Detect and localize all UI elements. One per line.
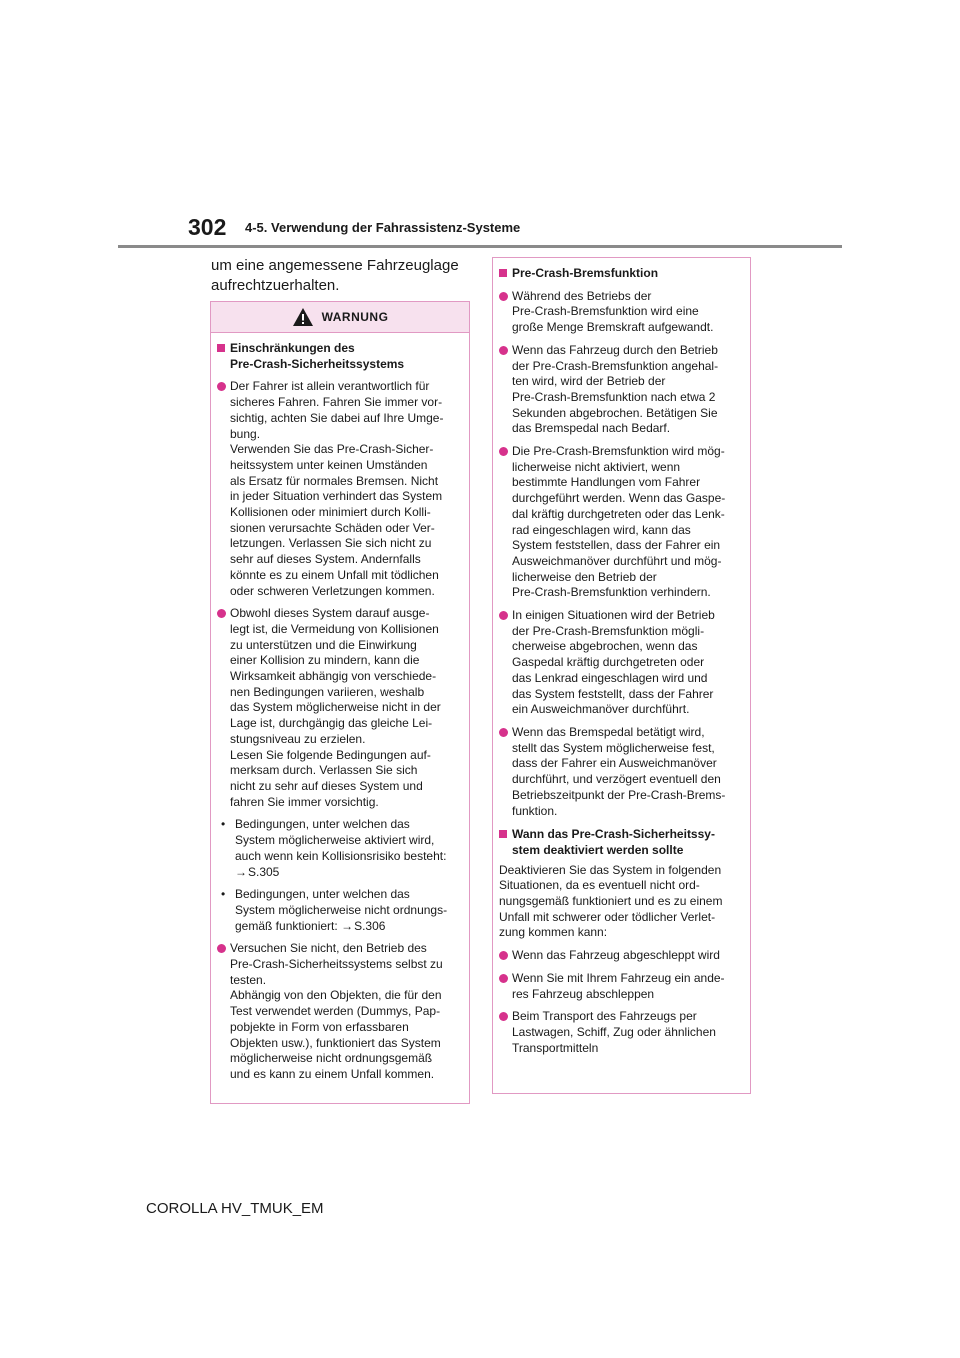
square-bullet-icon [499,830,507,838]
section-heading [499,827,742,858]
text-line: Objekten usw.), funktioniert das System [230,1035,441,1050]
text-line: stem deaktiviert werden sollte [512,842,684,857]
bullet-item [499,444,742,601]
text-line: bung. [230,426,261,441]
circle-bullet-icon [499,728,508,737]
text-line: Ausweichmanöver durchführt und mög- [512,553,722,568]
text-line: durchgeführt werden. Wenn das Gaspe- [512,491,726,506]
text-line: Transportmitteln [512,1040,599,1055]
text-line: Bedingungen, unter welchen das [235,887,410,902]
text-line: und es kann zu einem Unfall kommen. [230,1066,435,1081]
footer-model: COROLLA HV_TMUK_EM [146,1200,324,1217]
text-line: Die Pre-Crash-Bremsfunktion wird mög- [512,444,725,459]
text-line: große Menge Bremskraft aufgewandt. [512,320,714,335]
circle-bullet-icon [217,944,226,953]
warning-label: WARNUNG [321,310,389,324]
text-line: einer Kollision zu mindern, kann die [230,653,420,668]
text-line: dass der Fahrer ein Ausweichmanöver [512,756,717,771]
text-line: Wirksamkeit abhängig von verschiede- [230,669,437,684]
text-line: stungsniveau zu erzielen. [230,731,366,746]
text-line: das System feststellt, dass der Fahrer [512,686,714,701]
text-line: Pre-Crash-Sicherheitssystems selbst zu [230,957,443,972]
section-title: 4-5. Verwendung der Fahrassistenz-Systeme [245,220,521,235]
text-line: oder schweren Verletzungen kommen. [230,583,435,598]
page-reference[interactable]: →S.306 [341,918,386,933]
circle-bullet-icon [217,609,226,618]
circle-bullet-icon [499,1012,508,1021]
info-box [492,257,751,1094]
circle-bullet-icon [217,382,226,391]
dot-mark-icon: • [221,887,226,902]
intro-line: um eine angemessene Fahrzeuglage [211,257,459,274]
text-line: Pre-Crash-Bremsfunktion [512,266,659,280]
reference-arrow-icon: → [341,918,354,933]
warning-box [210,301,470,1104]
text-line: Pre-Crash-Bremsfunktion nach etwa 2 [512,389,716,404]
text-line: funktion. [512,803,558,818]
text-line: Situationen, da es eventuell nicht ord- [499,878,700,893]
text-line: res Fahrzeug abschleppen [512,986,655,1001]
circle-bullet-icon [499,447,508,456]
text-line: Bedingungen, unter welchen das [235,817,410,832]
text-line: könnte es zu einem Unfall mit tödlichen [230,567,439,582]
text-line: auch wenn kein Kollisionsrisiko besteht: [235,848,447,863]
text-line: Pre-Crash-Bremsfunktion wird eine [512,304,699,319]
text-line: Wenn das Fahrzeug abgeschleppt wird [512,948,720,963]
text-line: das Lenkrad eingeschlagen wird und [512,670,708,685]
bullet-item [499,289,742,336]
section-heading [499,266,742,282]
intro-line: aufrechtzuerhalten. [211,277,340,294]
text-line: Der Fahrer ist allein verantwortlich für [230,379,430,394]
bullet-item [217,606,461,810]
text-line: sehr auf dieses System. Andernfalls [230,552,421,567]
section-heading [217,341,461,372]
text-line: System feststellen, dass der Fahrer ein [512,538,721,553]
text-line: rad eingeschlagen wird, kann das [512,522,691,537]
text-line: heitssystem unter keinen Umständen [230,457,428,472]
text-line: Sekunden abgebrochen. Betätigen Sie [512,405,718,420]
text-line: legt ist, die Vermeidung von Kollisionen [230,621,439,636]
bullet-item [499,1009,742,1056]
bullet-item [499,343,742,437]
text-line: als Ersatz für normales Bremsen. Nicht [230,473,439,488]
text-line: Versuchen Sie nicht, den Betrieb des [230,941,427,956]
text-line: durchführt, und verzögert eventuell den [512,772,721,787]
text-line: Lage ist, durchgängig das gleiche Lei- [230,716,433,731]
text-line: letzungen. Verlassen Sie sich nicht zu [230,536,432,551]
text-line: Unfall mit schwerer oder tödlicher Verlet- [499,909,716,924]
text-line: stellt das System möglicherweise fest, [512,740,715,755]
text-line: Abhängig von den Objekten, die für den [230,988,442,1003]
dot-mark-icon: • [221,817,226,832]
text-line: In einigen Situationen wird der Betrieb [512,608,715,623]
text-line: licherweise den Betrieb der [512,569,657,584]
text-line: Gaspedal kräftig durchgetreten oder [512,655,705,670]
intro-text [211,256,471,296]
square-bullet-icon [217,344,225,352]
text-line: Verwenden Sie das Pre-Crash-Sicher- [230,442,434,457]
circle-bullet-icon [499,346,508,355]
text-line: ein Ausweichmanöver durchführt. [512,702,690,717]
text-line: pobjekte in Form von erfassbaren [230,1019,409,1034]
text-line: Kollisionen oder minimiert durch Kolli- [230,505,431,520]
circle-bullet-icon [499,951,508,960]
text-line: der Pre-Crash-Bremsfunktion angehal- [512,358,719,373]
text-line: Obwohl dieses System darauf ausge- [230,606,430,621]
circle-bullet-icon [499,974,508,983]
reference-arrow-icon: → [235,864,247,879]
text-line: möglicherweise nicht ordnungsgemäß [230,1051,433,1066]
bullet-item [217,941,461,1082]
bullet-item [499,725,742,819]
sub-item [217,817,461,880]
text-line: Lastwagen, Schiff, Zug oder ähnlichen [512,1024,716,1039]
text-line: Lesen Sie folgende Bedingungen auf- [230,747,431,762]
text-line: Betriebszeitpunkt der Pre-Crash-Brems- [512,787,726,802]
text-line: in jeder Situation verhindert das System [230,489,443,504]
text-line: nicht zu sehr auf dieses System und [230,778,423,793]
text-line: cherweise abgebrochen, wenn das [512,639,698,654]
text-line: Pre-Crash-Sicherheitssystems [230,356,405,371]
circle-bullet-icon [499,292,508,301]
text-line: testen. [230,972,267,987]
page-number: 302 [188,214,227,240]
text-line: das Bremspedal nach Bedarf. [512,421,671,436]
text-line: licherweise nicht aktiviert, wenn [512,459,681,474]
text-line: dal kräftig durchgetreten oder das Lenk- [512,506,725,521]
square-bullet-icon [499,269,507,277]
text-line: Test verwendet werden (Dummys, Pap- [230,1004,441,1019]
bullet-item [499,948,742,964]
text-line: merksam durch. Verlassen Sie sich [230,763,418,778]
warning-header [211,302,469,333]
text-line: das System möglicherweise nicht in der [230,700,441,715]
header-divider [118,245,842,248]
paragraph [499,863,742,942]
text-line: fahren Sie immer vorsichtig. [230,794,379,809]
text-line: System möglicherweise aktiviert wird, [235,833,435,848]
text-line: sichtig, achten Sie dabei auf Ihre Umge- [230,410,444,425]
text-line: ten wird, wird der Betrieb der [512,374,666,389]
bullet-item [217,379,461,599]
text-line: Wenn das Bremspedal betätigt wird, [512,724,705,739]
bullet-item [499,608,742,718]
text-line: Wenn Sie mit Ihrem Fahrzeug ein ande- [512,970,725,985]
text-line: zu unterstützen und die Einwirkung [230,637,417,652]
text-line: Einschränkungen des [230,341,355,355]
text-line: zung kommen kann: [499,925,608,940]
bullet-item [499,971,742,1002]
warning-triangle-icon [292,307,314,327]
text-line: Deaktivieren Sie das System in folgenden [499,862,722,877]
text-line: System möglicherweise nicht ordnungs- [235,902,448,917]
text-line: der Pre-Crash-Bremsfunktion mögli- [512,623,705,638]
text-line: Beim Transport des Fahrzeugs per [512,1009,697,1024]
text-line: Wann das Pre-Crash-Sicherheitssy- [512,827,715,842]
text-line: sicheres Fahren. Fahren Sie immer vor- [230,395,443,410]
text-line: Wenn das Fahrzeug durch den Betrieb [512,342,718,357]
text-line: sionen verursachte Schäden oder Ver- [230,520,435,535]
sub-item [217,887,461,934]
sub-item-last-line: gemäß funktioniert: →S.306 [235,918,386,933]
text-line: nungsgemäß funktioniert und es zu einem [499,894,723,909]
text-line: nen Bedingungen variieren, weshalb [230,684,425,699]
circle-bullet-icon [499,611,508,620]
text-line: Pre-Crash-Bremsfunktion verhindern. [512,585,711,600]
page-reference[interactable]: →S.305 [235,864,280,879]
text-line: bestimmte Handlungen vom Fahrer [512,475,701,490]
text-line: Während des Betriebs der [512,288,652,303]
